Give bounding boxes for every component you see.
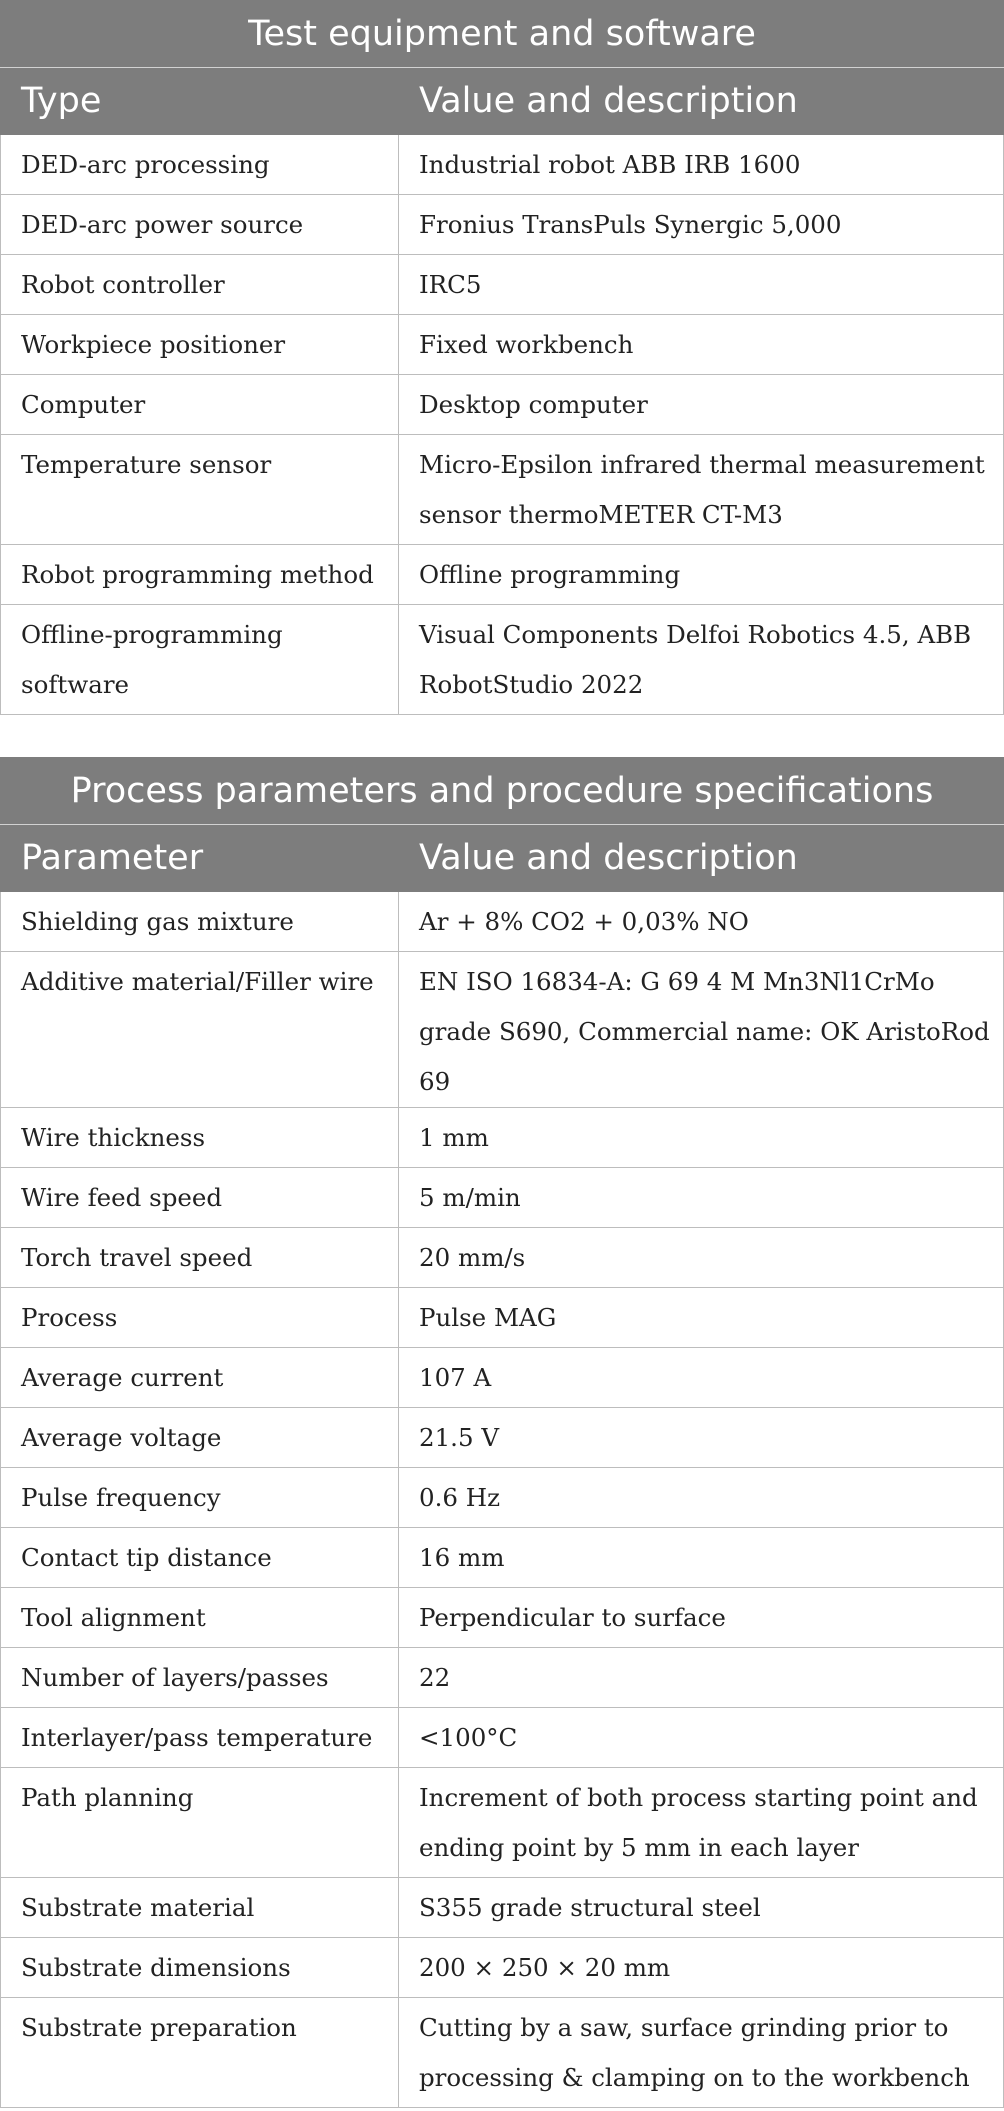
- row-value: 107 A: [399, 1348, 1004, 1408]
- row-value: Fixed workbench: [399, 315, 1004, 375]
- table-row: [1, 1938, 1004, 1998]
- row-value: Industrial robot ABB IRB 1600: [399, 135, 1004, 195]
- row-label: Additive material/Filler wire: [1, 952, 399, 1108]
- row-label: Process: [1, 1288, 399, 1348]
- row-value: 200 × 250 × 20 mm: [399, 1938, 1004, 1998]
- row-value: Fronius TransPuls Synergic 5,000: [399, 195, 1004, 255]
- table-row: [1, 545, 1004, 605]
- row-label: DED-arc processing: [1, 135, 399, 195]
- row-value: IRC5: [399, 255, 1004, 315]
- row-label: Pulse frequency: [1, 1468, 399, 1528]
- row-label: Substrate dimensions: [1, 1938, 399, 1998]
- row-value: 5 m/min: [399, 1168, 1004, 1228]
- table-row: [1, 1108, 1004, 1168]
- table-row: [1, 1878, 1004, 1938]
- row-value: Visual Components Delfoi Robotics 4.5, ABB RobotStudio 2022: [399, 605, 1004, 715]
- row-value: Cutting by a saw, surface grinding prior to processing & clamping on to the workbench: [399, 1998, 1004, 2108]
- row-value: Ar + 8% CO2 + 0,03% NO: [399, 892, 1004, 952]
- table-row: [1, 195, 1004, 255]
- table-row: [1, 1228, 1004, 1288]
- table-row: [1, 1708, 1004, 1768]
- table-row: [1, 1648, 1004, 1708]
- column-header: Parameter: [1, 825, 399, 892]
- table-row: [1, 952, 1004, 1108]
- column-header: Value and description: [399, 68, 1004, 135]
- table-caption: Test equipment and software: [1, 1, 1004, 68]
- row-value: S355 grade structural steel: [399, 1878, 1004, 1938]
- table-row: [1, 892, 1004, 952]
- row-value: 22: [399, 1648, 1004, 1708]
- row-label: Wire feed speed: [1, 1168, 399, 1228]
- table-row: [1, 1588, 1004, 1648]
- table-row: [1, 375, 1004, 435]
- table-row: [1, 1468, 1004, 1528]
- row-value: EN ISO 16834-A: G 69 4 M Mn3Nl1CrMo grade S690, Commercial name: OK AristoRod 69: [399, 952, 1004, 1108]
- row-label: Robot programming method: [1, 545, 399, 605]
- row-value: Pulse MAG: [399, 1288, 1004, 1348]
- table-row: [1, 1528, 1004, 1588]
- table-caption: Process parameters and procedure specifications: [1, 758, 1004, 825]
- row-value: Desktop computer: [399, 375, 1004, 435]
- row-value: Perpendicular to surface: [399, 1588, 1004, 1648]
- table-row: [1, 1168, 1004, 1228]
- table-row: [1, 1998, 1004, 2108]
- row-label: Robot controller: [1, 255, 399, 315]
- row-label: Average voltage: [1, 1408, 399, 1468]
- row-value: 1 mm: [399, 1108, 1004, 1168]
- table-row: [1, 315, 1004, 375]
- column-header: Value and description: [399, 825, 1004, 892]
- row-value: Increment of both process starting point and ending point by 5 mm in each layer: [399, 1768, 1004, 1878]
- row-label: Interlayer/pass temperature: [1, 1708, 399, 1768]
- table-row: [1, 1288, 1004, 1348]
- row-label: Computer: [1, 375, 399, 435]
- equipment-table: [0, 0, 1004, 715]
- row-label: Offline-programming software: [1, 605, 399, 715]
- row-value: 21.5 V: [399, 1408, 1004, 1468]
- row-label: Shielding gas mixture: [1, 892, 399, 952]
- row-value: 0.6 Hz: [399, 1468, 1004, 1528]
- row-label: Number of layers/passes: [1, 1648, 399, 1708]
- row-label: Torch travel speed: [1, 1228, 399, 1288]
- table-row: [1, 1408, 1004, 1468]
- row-label: Temperature sensor: [1, 435, 399, 545]
- table-row: [1, 1348, 1004, 1408]
- row-label: Path planning: [1, 1768, 399, 1878]
- process-parameters-table: [0, 757, 1004, 2108]
- row-value: 20 mm/s: [399, 1228, 1004, 1288]
- row-label: Substrate material: [1, 1878, 399, 1938]
- row-label: Workpiece positioner: [1, 315, 399, 375]
- column-header: Type: [1, 68, 399, 135]
- row-label: DED-arc power source: [1, 195, 399, 255]
- row-label: Tool alignment: [1, 1588, 399, 1648]
- row-value: Offline programming: [399, 545, 1004, 605]
- row-value: <100°C: [399, 1708, 1004, 1768]
- table-row: [1, 135, 1004, 195]
- row-value: 16 mm: [399, 1528, 1004, 1588]
- table-row: [1, 255, 1004, 315]
- table-row: [1, 605, 1004, 715]
- row-label: Substrate preparation: [1, 1998, 399, 2108]
- row-label: Wire thickness: [1, 1108, 399, 1168]
- row-label: Contact tip distance: [1, 1528, 399, 1588]
- row-value: Micro-Epsilon infrared thermal measurement sensor thermoMETER CT-M3: [399, 435, 1004, 545]
- table-row: [1, 1768, 1004, 1878]
- row-label: Average current: [1, 1348, 399, 1408]
- table-row: [1, 435, 1004, 545]
